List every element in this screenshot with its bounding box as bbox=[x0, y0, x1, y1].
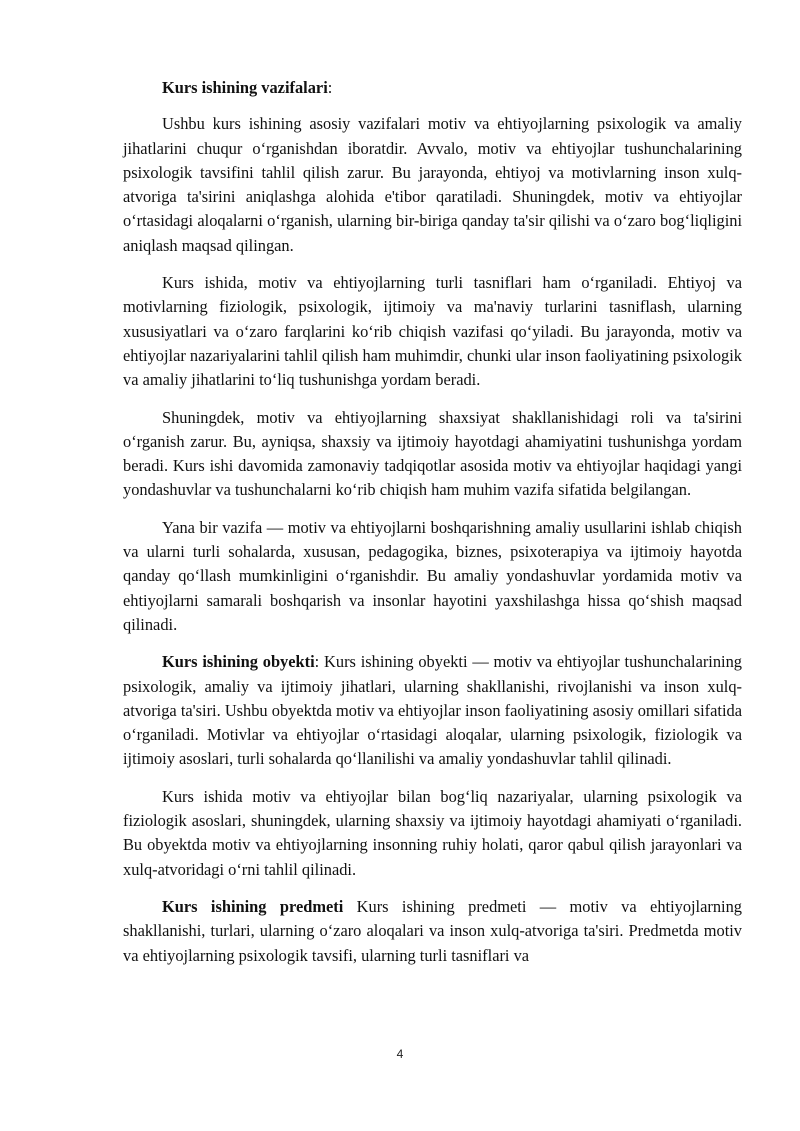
paragraph-1: Ushbu kurs ishining asosiy vazifalari motiv va ehtiyojlarning psixologik va amaliy jihatlarini chuqur o‘rganishdan iboratdir. Avvalo, motiv va ehtiyojlar tushunchalarining psixologik tavsifini tahlil qilish zarur. Bu jarayonda, ehtiyoj va motivlarning inson xulq-atvoriga ta'sirini aniqlashga alohida e'tibor qaratiladi. Shuningdek, motiv va ehtiyojlar o‘rtasidagi aloqalarni o‘rganish, ularning bir-biriga qanday ta'sir qilishi va o‘zaro bog‘liqligini aniqlash maqsad qilingan. bbox=[123, 114, 742, 255]
paragraph-2: Kurs ishida, motiv va ehtiyojlarning turli tasniflari ham o‘rganiladi. Ehtiyoj va motivlarning fiziologik, psixologik, ijtimoiy va ma'naviy turlarini tasniflash, ularning xususiyatlari va o‘zaro farqlarini ko‘rib chiqish vazifasi qo‘yiladi. Bu jarayonda, motiv va ehtiyojlar nazariyalarini tahlil qilish ham muhimdir, chunki ular inson faoliyatining psixologik va amaliy jihatlarini to‘liq tushunishga yordam beradi. bbox=[123, 273, 742, 390]
obyekt-text: : Kurs ishining obyekti — motiv va ehtiyojlar tushunchalarining psixologik, amaliy va ijtimoiy jihatlari, ularning shakllanishi, rivojlanishi va inson xulq-atvoriga ta'siri. Ushbu obyektda motiv va ehtiyojlar inson faoliyatining asosiy omillari sifatida o‘rganiladi. Motivlar va ehtiyojlar o‘rtasidagi aloqalar, ularning psixologik, fiziologik va ijtimoiy asoslari, turli sohalarda qo‘llanilishi va amaliy yondashuvlar tahlil qilinadi. bbox=[123, 652, 742, 769]
heading-label: Kurs ishining vazifalari bbox=[162, 78, 328, 97]
predmet-text: Kurs ishining predmeti — motiv va ehtiyojlarning shakllanishi, turlari, ularning o‘zaro aloqalari va inson xulq-atvoriga ta'siri. Predmetda motiv va ehtiyojlarning psixologik tavsifi, ularning turli tasniflari va bbox=[123, 896, 742, 965]
obyekt-label: Kurs ishining obyekti bbox=[162, 652, 315, 672]
obyekt-paragraph bbox=[123, 650, 742, 771]
page-number: 4 bbox=[396, 1047, 404, 1061]
predmet-paragraph bbox=[123, 895, 742, 968]
section-heading-vazifalari bbox=[123, 76, 742, 100]
predmet-label: Kurs ishining predmeti bbox=[162, 896, 344, 916]
paragraph-4: Yana bir vazifa — motiv va ehtiyojlarni boshqarishning amaliy usullarini ishlab chiqish va ularni turli sohalarda, xususan, pedagogika, biznes, psixoterapiya va ijtimoiy hayotda qanday qo‘llash mumkinligini o‘rganishdir. Bu amaliy yondashuvlar yordamida motiv va ehtiyojlarni samarali boshqarish va insonlar hayotini yaxshilashga hissa qo‘shish maqsad qilinadi. bbox=[123, 517, 742, 634]
paragraph-3: Shuningdek, motiv va ehtiyojlarning shaxsiyat shakllanishidagi roli va ta'sirini o‘rganish zarur. Bu, ayniqsa, shaxsiy va ijtimoiy hayotdagi ahamiyatini tushunishga yordam beradi. Kurs ishi davomida zamonaviy tadqiqotlar asosida motiv va ehtiyojlar haqidagi yangi yondashuvlar va tushunchalarni ko‘rib chiqish ham muhim vazifa sifatida belgilangan. bbox=[123, 407, 742, 500]
heading-suffix: : bbox=[327, 78, 333, 97]
document-page bbox=[123, 76, 742, 981]
obyekt-paragraph-2: Kurs ishida motiv va ehtiyojlar bilan bog‘liq nazariyalar, ularning psixologik va fiziologik asoslari, shuningdek, ularning shaxsiy va ijtimoiy hayotdagi ahamiyati o‘rganiladi. Bu obyektda motiv va ehtiyojlarning insonning ruhiy holati, qaror qabul qilish jarayonlari va xulq-atvoridagi o‘rni tahlil qilinadi. bbox=[123, 786, 742, 879]
